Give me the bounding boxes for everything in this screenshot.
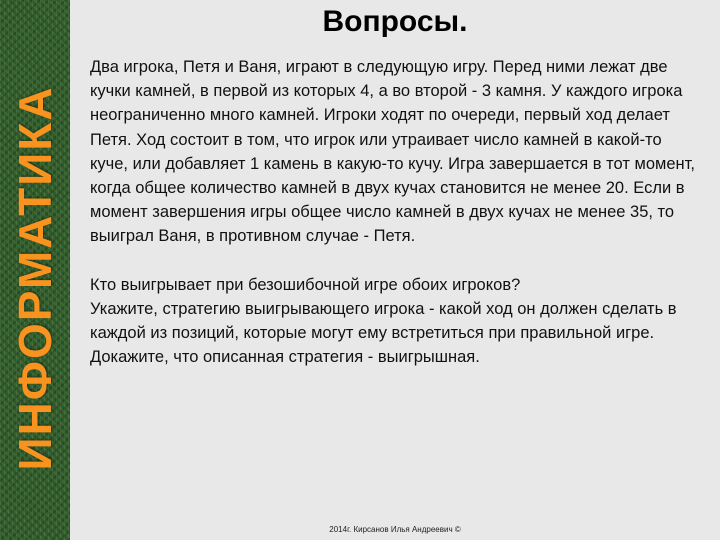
problem-text — [90, 55, 702, 369]
footer-credit: 2014г. Кирсанов Илья Андреевич © — [329, 525, 461, 534]
question-text: Кто выигрывает при безошибочной игре обоих игроков? — [90, 275, 521, 294]
task-text: Укажите, стратегию выигрывающего игрока - какой ход он должен сделать в каждой из позиций, которые могут ему встретиться при правильной игре. Докажите, что описанная стратегия - выигрышная. — [90, 299, 677, 367]
sidebar-label: ИНФОРМАТИКА — [9, 85, 61, 471]
problem-statement: Два игрока, Петя и Ваня, играют в следующую игру. Перед ними лежат две кучки камней, в первой из которых 4, а во второй - 3 камня. У каждого игрока неограниченно много камней. Игроки ходят по очереди, первый ход делает Петя. Ход состоит в том, что игрок или утраивает число камней в какой-то куче, или добавляет 1 камень в какую-то кучу. Игра завершается в тот момент, когда общее количество камней в двух кучах становится не менее 20. Если в момент завершения игры общее число камней в двух кучах не менее 35, то выиграл Ваня, в противном случае - Петя. — [90, 58, 695, 246]
paragraph-spacer — [90, 249, 702, 273]
page-title: Вопросы. — [322, 5, 468, 38]
sidebar-banner — [0, 0, 70, 540]
